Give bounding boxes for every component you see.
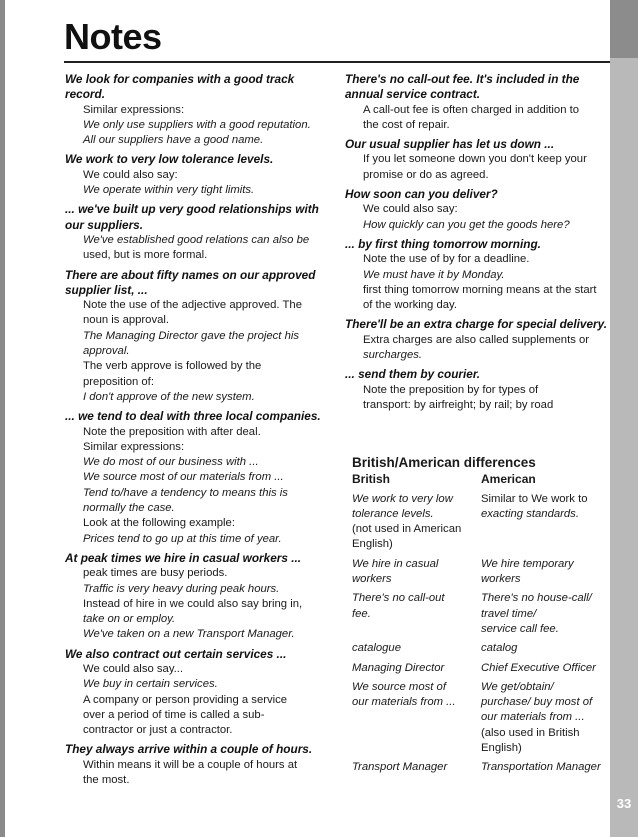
note-line: preposition of: (83, 375, 154, 388)
note-heading (65, 152, 328, 167)
page-title: Notes (64, 16, 162, 57)
british-cell (345, 760, 481, 775)
british-line: workers (352, 573, 392, 586)
american-line: our materials from ... (481, 711, 585, 724)
british-cell (345, 661, 481, 676)
note-entry (345, 187, 607, 233)
british-line: catalogue (352, 642, 401, 655)
british-line: our materials from ... (352, 696, 456, 709)
note-line: We could also say: (83, 168, 178, 181)
note-line: We source most of our materials from ... (83, 471, 284, 484)
british-line: (not used in American (352, 523, 462, 536)
british-line: We work to very low (352, 492, 453, 505)
note-line: promise or do as agreed. (363, 168, 489, 181)
differences-box (345, 455, 607, 780)
note-line: We only use suppliers with a good reputation. (83, 118, 311, 131)
note-line: surcharges. (363, 349, 423, 362)
note-line: normally the case. (83, 502, 175, 515)
note-line: take on or employ. (83, 613, 176, 626)
note-heading-line: Our usual supplier has let us down ... (345, 137, 555, 152)
american-line: travel time/ (481, 607, 537, 620)
side-tab-top (610, 0, 638, 58)
american-line: Similar to We work to (481, 492, 588, 505)
note-line: We've taken on a new Transport Manager. (83, 628, 295, 641)
american-cell (481, 661, 607, 676)
note-heading-line: supplier list, ... (65, 282, 148, 297)
british-line: English) (352, 538, 393, 551)
note-line: A call-out fee is often charged in addition to (363, 103, 580, 116)
note-heading-line: There'll be an extra charge for special delivery. (345, 317, 608, 332)
note-entry (65, 742, 328, 788)
note-body (363, 252, 607, 313)
note-entry (65, 72, 328, 148)
american-cell (481, 641, 607, 656)
british-cell (345, 557, 481, 588)
british-cell (345, 591, 481, 637)
note-body (363, 202, 607, 233)
note-heading-line: They always arrive within a couple of hours. (65, 742, 313, 757)
differences-header (345, 472, 607, 487)
note-line: the most. (83, 774, 130, 787)
note-line: noun is approval. (83, 314, 170, 327)
american-cell (481, 492, 607, 553)
note-body (83, 662, 328, 738)
difference-row (345, 557, 607, 588)
note-heading (65, 202, 328, 233)
note-heading (345, 237, 607, 252)
note-entry (65, 551, 328, 643)
british-line: Transport Manager (352, 761, 448, 774)
american-cell (481, 760, 607, 775)
note-line: All our suppliers have a good name. (83, 134, 264, 147)
british-column-heading: British (352, 472, 391, 487)
note-heading-line: How soon can you deliver? (345, 187, 498, 202)
note-body (363, 103, 607, 134)
american-line: We hire temporary (481, 557, 574, 570)
american-cell (481, 591, 607, 637)
american-line: service call fee. (481, 622, 559, 635)
page-spine (0, 0, 5, 837)
british-line: Managing Director (352, 661, 445, 674)
american-line: workers (481, 573, 521, 586)
note-heading (65, 551, 328, 566)
note-line: Look at the following example: (83, 517, 235, 530)
note-heading-line: There are about fifty names on our approved (65, 267, 316, 282)
note-body (363, 383, 607, 414)
british-line: There's no call-out (352, 592, 445, 605)
note-heading-line: At peak times we hire in casual workers ... (65, 550, 302, 565)
note-body (83, 566, 328, 642)
difference-row (345, 641, 607, 656)
difference-row (345, 661, 607, 676)
american-line: purchase/ buy most of (481, 696, 593, 709)
note-heading-line: our suppliers. (65, 217, 144, 232)
note-line: Note the use of the adjective approved. The (83, 299, 302, 312)
note-heading-line: ... we've built up very good relationships with (65, 202, 319, 217)
note-line: The verb approve is followed by the (83, 360, 262, 373)
side-tab (610, 0, 638, 837)
british-line: We hire in casual (352, 557, 439, 570)
note-line: We do most of our business with ... (83, 456, 259, 469)
note-line: of the working day. (363, 299, 457, 312)
british-cell (345, 492, 481, 553)
note-line: Note the preposition with after deal. (83, 425, 261, 438)
note-entry (345, 317, 607, 363)
note-heading (345, 137, 607, 152)
note-heading (345, 187, 607, 202)
note-line: We operate within very tight limits. (83, 184, 255, 197)
american-line: Chief Executive Officer (481, 661, 596, 674)
british-line: We source most of (352, 680, 446, 693)
note-line: I don't approve of the new system. (83, 390, 255, 403)
note-line: If you let someone down you don't keep your (363, 153, 587, 166)
note-heading-line: We work to very low tolerance levels. (65, 152, 274, 167)
british-line: fee. (352, 607, 371, 620)
note-line: Instead of hire in we could also say bring in, (83, 597, 303, 610)
note-heading (345, 317, 607, 332)
note-heading (345, 367, 607, 382)
note-entry (345, 72, 607, 133)
note-body (363, 152, 607, 183)
american-line: catalog (481, 642, 518, 655)
note-line: How quickly can you get the goods here? (363, 218, 570, 231)
note-line: Note the preposition by for types of (363, 383, 539, 396)
note-entry (345, 237, 607, 313)
note-entry (345, 367, 607, 413)
note-line: We could also say... (83, 662, 184, 675)
note-body (83, 103, 328, 149)
note-line: We could also say: (363, 203, 458, 216)
american-line: (also used in British (481, 726, 580, 739)
difference-row (345, 760, 607, 775)
note-line: Tend to/have a tendency to means this is (83, 486, 288, 499)
note-line: approval. (83, 345, 130, 358)
british-line: tolerance levels. (352, 507, 434, 520)
note-entry (65, 409, 328, 547)
note-line: A company or person providing a service (83, 693, 288, 706)
note-heading (345, 72, 607, 103)
differences-rows (345, 492, 607, 776)
differences-title: British/American differences (352, 455, 536, 470)
note-line: The Managing Director gave the project his (83, 329, 300, 342)
left-column (65, 72, 328, 792)
note-body (83, 758, 328, 789)
note-heading (65, 742, 328, 757)
note-line: Similar expressions: (83, 440, 185, 453)
title-rule (64, 61, 610, 63)
note-line: peak times are busy periods. (83, 567, 228, 580)
note-line: Traffic is very heavy during peak hours. (83, 582, 280, 595)
note-heading-line: We look for companies with a good track (65, 72, 295, 86)
american-column-heading: American (481, 472, 536, 487)
note-line: Prices tend to go up at this time of year. (83, 532, 282, 545)
note-line: We must have it by Monday. (363, 268, 505, 281)
note-line: We buy in certain services. (83, 678, 218, 691)
note-heading-line: We also contract out certain services ... (65, 646, 287, 661)
note-entry (65, 647, 328, 739)
note-heading-line: record. (65, 87, 105, 102)
british-cell (345, 641, 481, 656)
note-entry (65, 202, 328, 263)
note-entry (345, 137, 607, 183)
difference-row (345, 492, 607, 553)
difference-row (345, 591, 607, 637)
note-heading-line: annual service contract. (345, 87, 481, 102)
american-cell (481, 557, 607, 588)
american-line: We get/obtain/ (481, 680, 554, 693)
note-line: We've established good relations can also be (83, 233, 310, 246)
note-line: Extra charges are also called supplements or (363, 333, 590, 346)
note-entry (65, 152, 328, 198)
american-line: There's no house-call/ (481, 592, 592, 605)
note-body (83, 425, 328, 547)
note-heading (65, 268, 328, 299)
note-body (83, 298, 328, 405)
note-body (363, 333, 607, 364)
note-line: contractor or just a contractor. (83, 724, 233, 737)
right-column (345, 72, 607, 417)
note-line: first thing tomorrow morning means at the start (363, 283, 597, 296)
british-cell (345, 680, 481, 756)
note-heading-line: ... we tend to deal with three local companies. (65, 409, 321, 424)
american-cell (481, 680, 607, 756)
note-body (83, 233, 328, 264)
note-heading (65, 647, 328, 662)
note-line: Note the use of by for a deadline. (363, 253, 530, 266)
difference-row (345, 680, 607, 756)
note-heading-line: ... send them by courier. (345, 367, 481, 382)
note-heading-line: ... by first thing tomorrow morning. (345, 236, 541, 251)
note-line: the cost of repair. (363, 118, 450, 131)
note-heading-line: There's no call-out fee. It's included in the (345, 72, 580, 86)
note-line: transport: by airfreight; by rail; by road (363, 398, 554, 411)
note-heading (65, 72, 328, 103)
note-body (83, 168, 328, 199)
note-line: over a period of time is called a sub- (83, 708, 265, 721)
american-line: English) (481, 742, 522, 755)
note-heading (65, 409, 328, 424)
note-line: Similar expressions: (83, 103, 185, 116)
note-line: Within means it will be a couple of hours at (83, 758, 298, 771)
note-entry (65, 268, 328, 406)
american-line: Transportation Manager (481, 761, 601, 774)
page-number: 33 (616, 796, 632, 811)
note-line: used, but is more formal. (83, 249, 208, 262)
american-line: exacting standards. (481, 507, 579, 520)
